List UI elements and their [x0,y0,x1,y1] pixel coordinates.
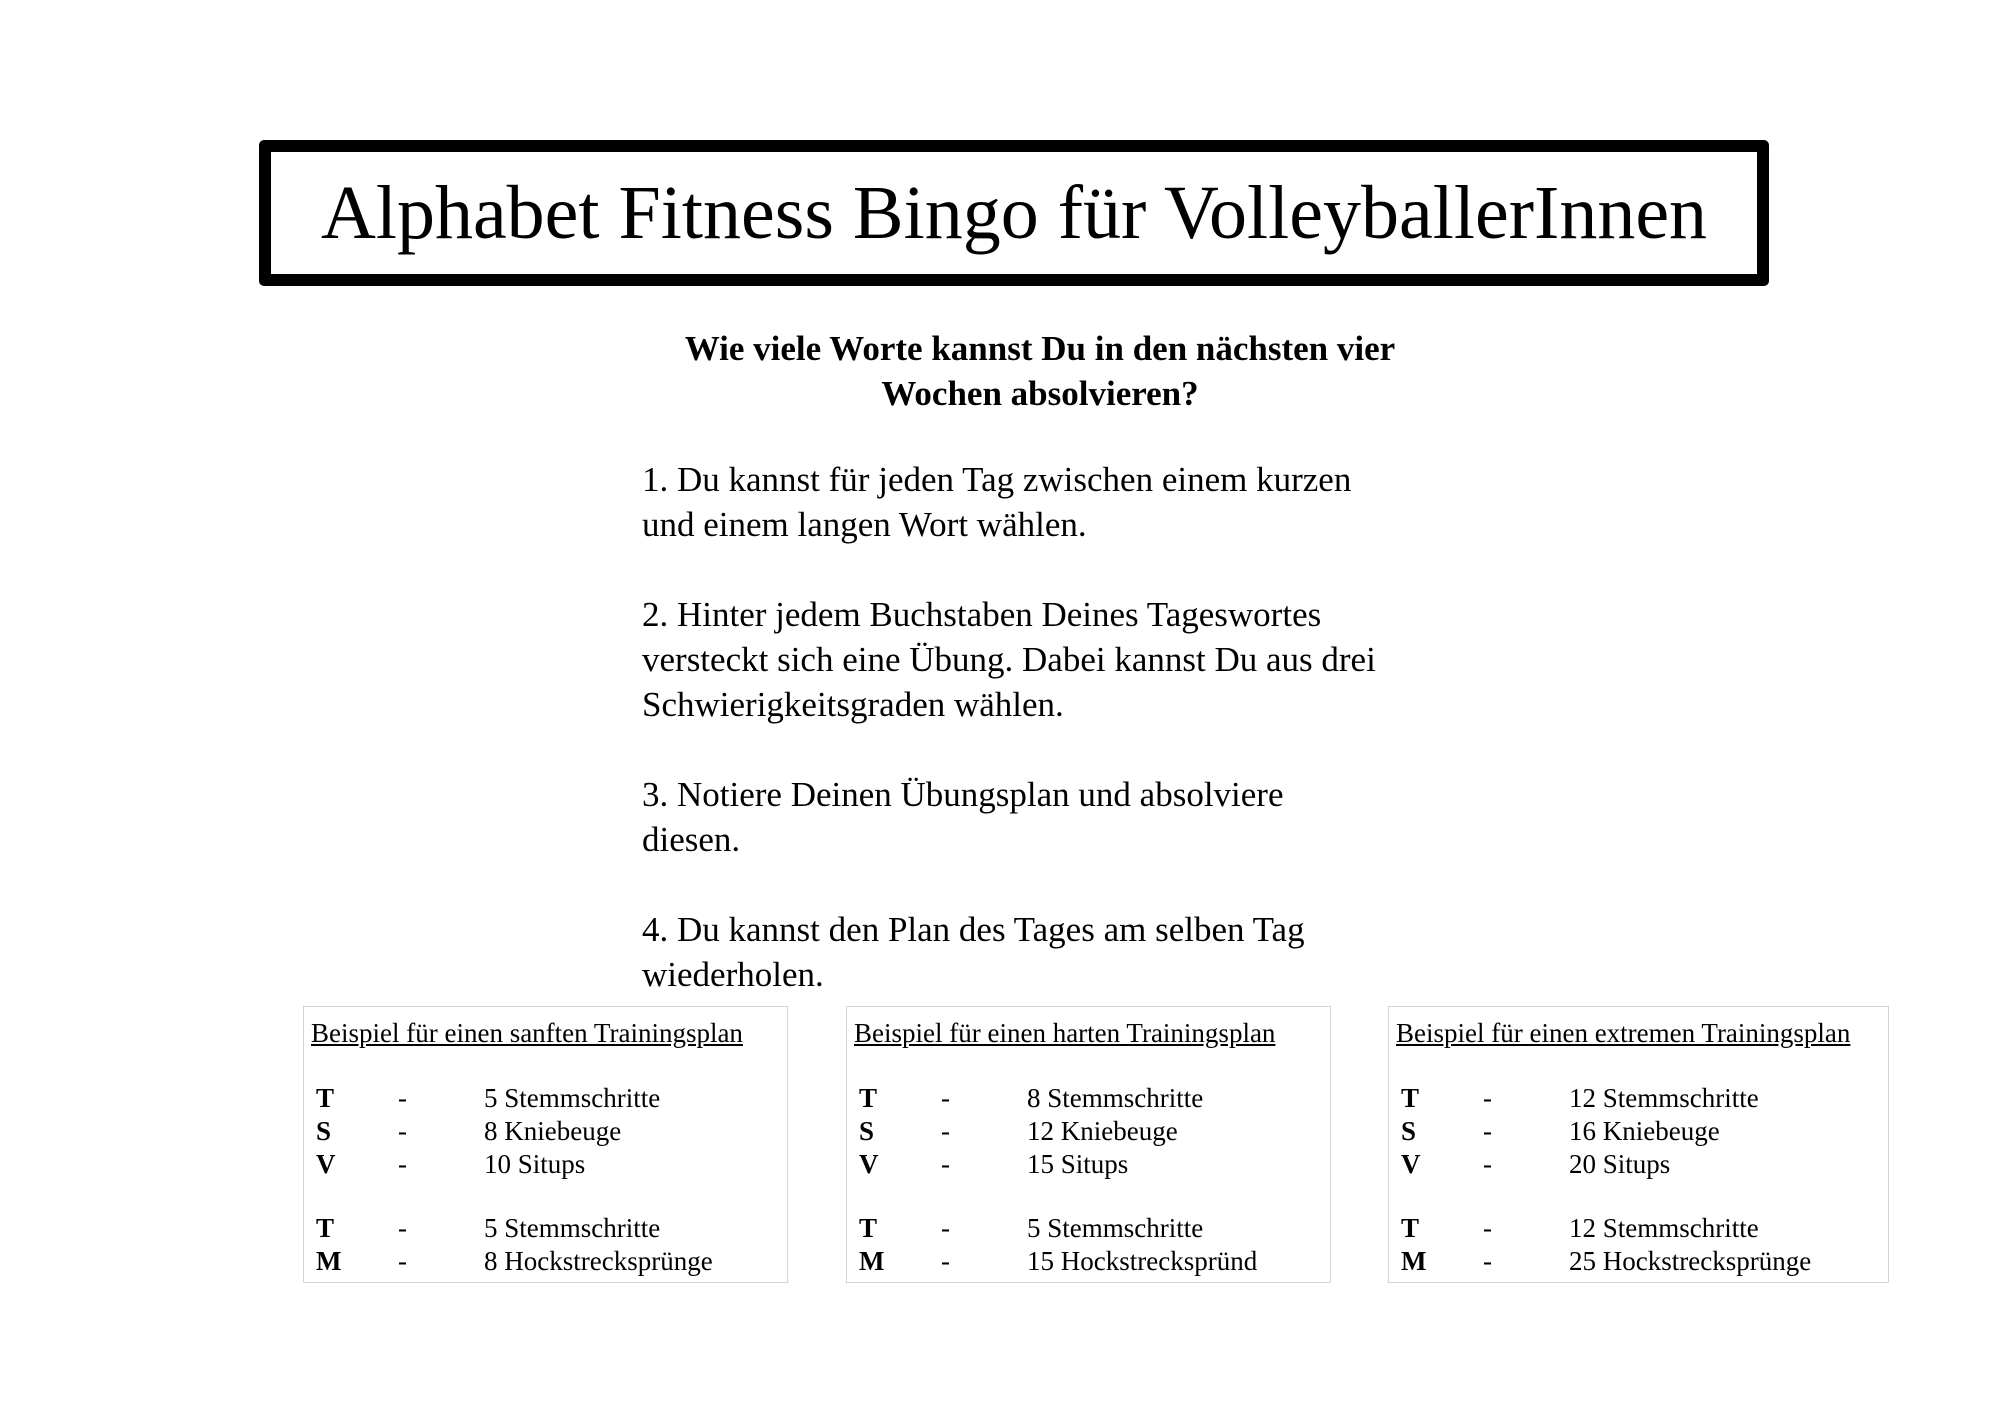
plan-row [1396,1115,1888,1148]
instruction-line: wiederholen. [642,955,824,994]
plan-dash: - [1483,1213,1492,1243]
page-title: Alphabet Fitness Bingo für VolleyballerInnen [320,171,1708,255]
plan-letter: T [859,1213,878,1243]
instruction-line: 1. Du kannst für jeden Tag zwischen einem kurzen [642,460,1352,499]
plan-dash: - [398,1213,407,1243]
plan-exercise: 10 Situps [484,1149,586,1179]
plan-title: Beispiel für einen harten Trainingsplan [854,1018,1276,1048]
instruction-item [642,592,1482,727]
plan-box-hard [846,1006,1331,1283]
plan-row [311,1115,787,1148]
title-frame [259,140,1769,286]
plan-letter: M [859,1246,885,1276]
plan-row [1396,1082,1888,1115]
plan-letter: V [1401,1149,1421,1179]
plan-dash: - [1483,1246,1492,1276]
plan-exercise: 15 Situps [1027,1149,1129,1179]
instruction-line: diesen. [642,820,741,859]
plan-exercise: 8 Kniebeuge [484,1116,622,1146]
plan-dash: - [398,1246,407,1276]
instruction-line: 3. Notiere Deinen Übungsplan und absolviere [642,775,1284,814]
plan-exercise: 12 Kniebeuge [1027,1116,1178,1146]
instruction-line: und einem langen Wort wählen. [642,505,1087,544]
plan-exercise: 25 Hockstrecksprünge [1569,1246,1812,1276]
plan-row [1396,1148,1888,1181]
plan-letter: T [1401,1213,1420,1243]
subtitle-line: Wie viele Worte kannst Du in den nächsten vier [684,329,1396,368]
plan-row [854,1212,1330,1245]
plan-box-gentle [303,1006,788,1283]
plan-row [311,1082,787,1115]
plan-letter: T [316,1083,335,1113]
plan-letter: T [1401,1083,1420,1113]
plan-exercise: 20 Situps [1569,1149,1671,1179]
plan-row [854,1245,1330,1278]
instructions-list [642,457,1482,1042]
plan-letter: T [316,1213,335,1243]
plan-dash: - [1483,1149,1492,1179]
instruction-item [642,457,1482,547]
plan-row [311,1212,787,1245]
plan-dash: - [398,1116,407,1146]
plan-exercise: 12 Stemmschritte [1569,1213,1759,1243]
instruction-item [642,772,1482,862]
plan-letter: S [1401,1116,1417,1146]
subtitle [640,326,1440,416]
plan-dash: - [941,1116,950,1146]
subtitle-line: Wochen absolvieren? [881,374,1199,413]
plan-row [1396,1245,1888,1278]
instruction-line: versteckt sich eine Übung. Dabei kannst Du aus drei [642,640,1376,679]
plan-exercise: 16 Kniebeuge [1569,1116,1720,1146]
plan-exercise: 8 Stemmschritte [1027,1083,1204,1113]
plan-exercise: 8 Hockstrecksprünge [484,1246,713,1276]
plan-dash: - [941,1083,950,1113]
plan-dash: - [398,1083,407,1113]
plan-row [854,1115,1330,1148]
plan-dash: - [1483,1083,1492,1113]
plan-row [1396,1212,1888,1245]
plan-exercise: 5 Stemmschritte [484,1083,661,1113]
plan-letter: M [1401,1246,1427,1276]
plan-gap [311,1181,787,1212]
plan-dash: - [398,1149,407,1179]
plan-letter: V [859,1149,879,1179]
plan-exercise: 5 Stemmschritte [484,1213,661,1243]
plan-dash: - [1483,1116,1492,1146]
plan-letter: S [316,1116,332,1146]
plan-exercise: 5 Stemmschritte [1027,1213,1204,1243]
plan-dash: - [941,1246,950,1276]
instruction-item [642,907,1482,997]
instruction-line: Schwierigkeitsgraden wählen. [642,685,1064,724]
plan-row [854,1082,1330,1115]
plan-gap [1396,1181,1888,1212]
plan-box-extreme [1388,1006,1889,1283]
plan-title: Beispiel für einen sanften Trainingsplan [311,1018,743,1048]
plan-letter: V [316,1149,336,1179]
instruction-line: 4. Du kannst den Plan des Tages am selben Tag [642,910,1305,949]
plan-row [854,1148,1330,1181]
plan-title: Beispiel für einen extremen Trainingsplan [1396,1018,1851,1048]
plan-dash: - [941,1213,950,1243]
plan-exercise: 12 Stemmschritte [1569,1083,1759,1113]
plan-letter: M [316,1246,342,1276]
plan-exercise: 15 Hockstreckspründ [1027,1246,1258,1276]
plan-letter: S [859,1116,875,1146]
instruction-line: 2. Hinter jedem Buchstaben Deines Tageswortes [642,595,1322,634]
plan-gap [854,1181,1330,1212]
plan-row [311,1245,787,1278]
plan-letter: T [859,1083,878,1113]
plan-dash: - [941,1149,950,1179]
plan-row [311,1148,787,1181]
